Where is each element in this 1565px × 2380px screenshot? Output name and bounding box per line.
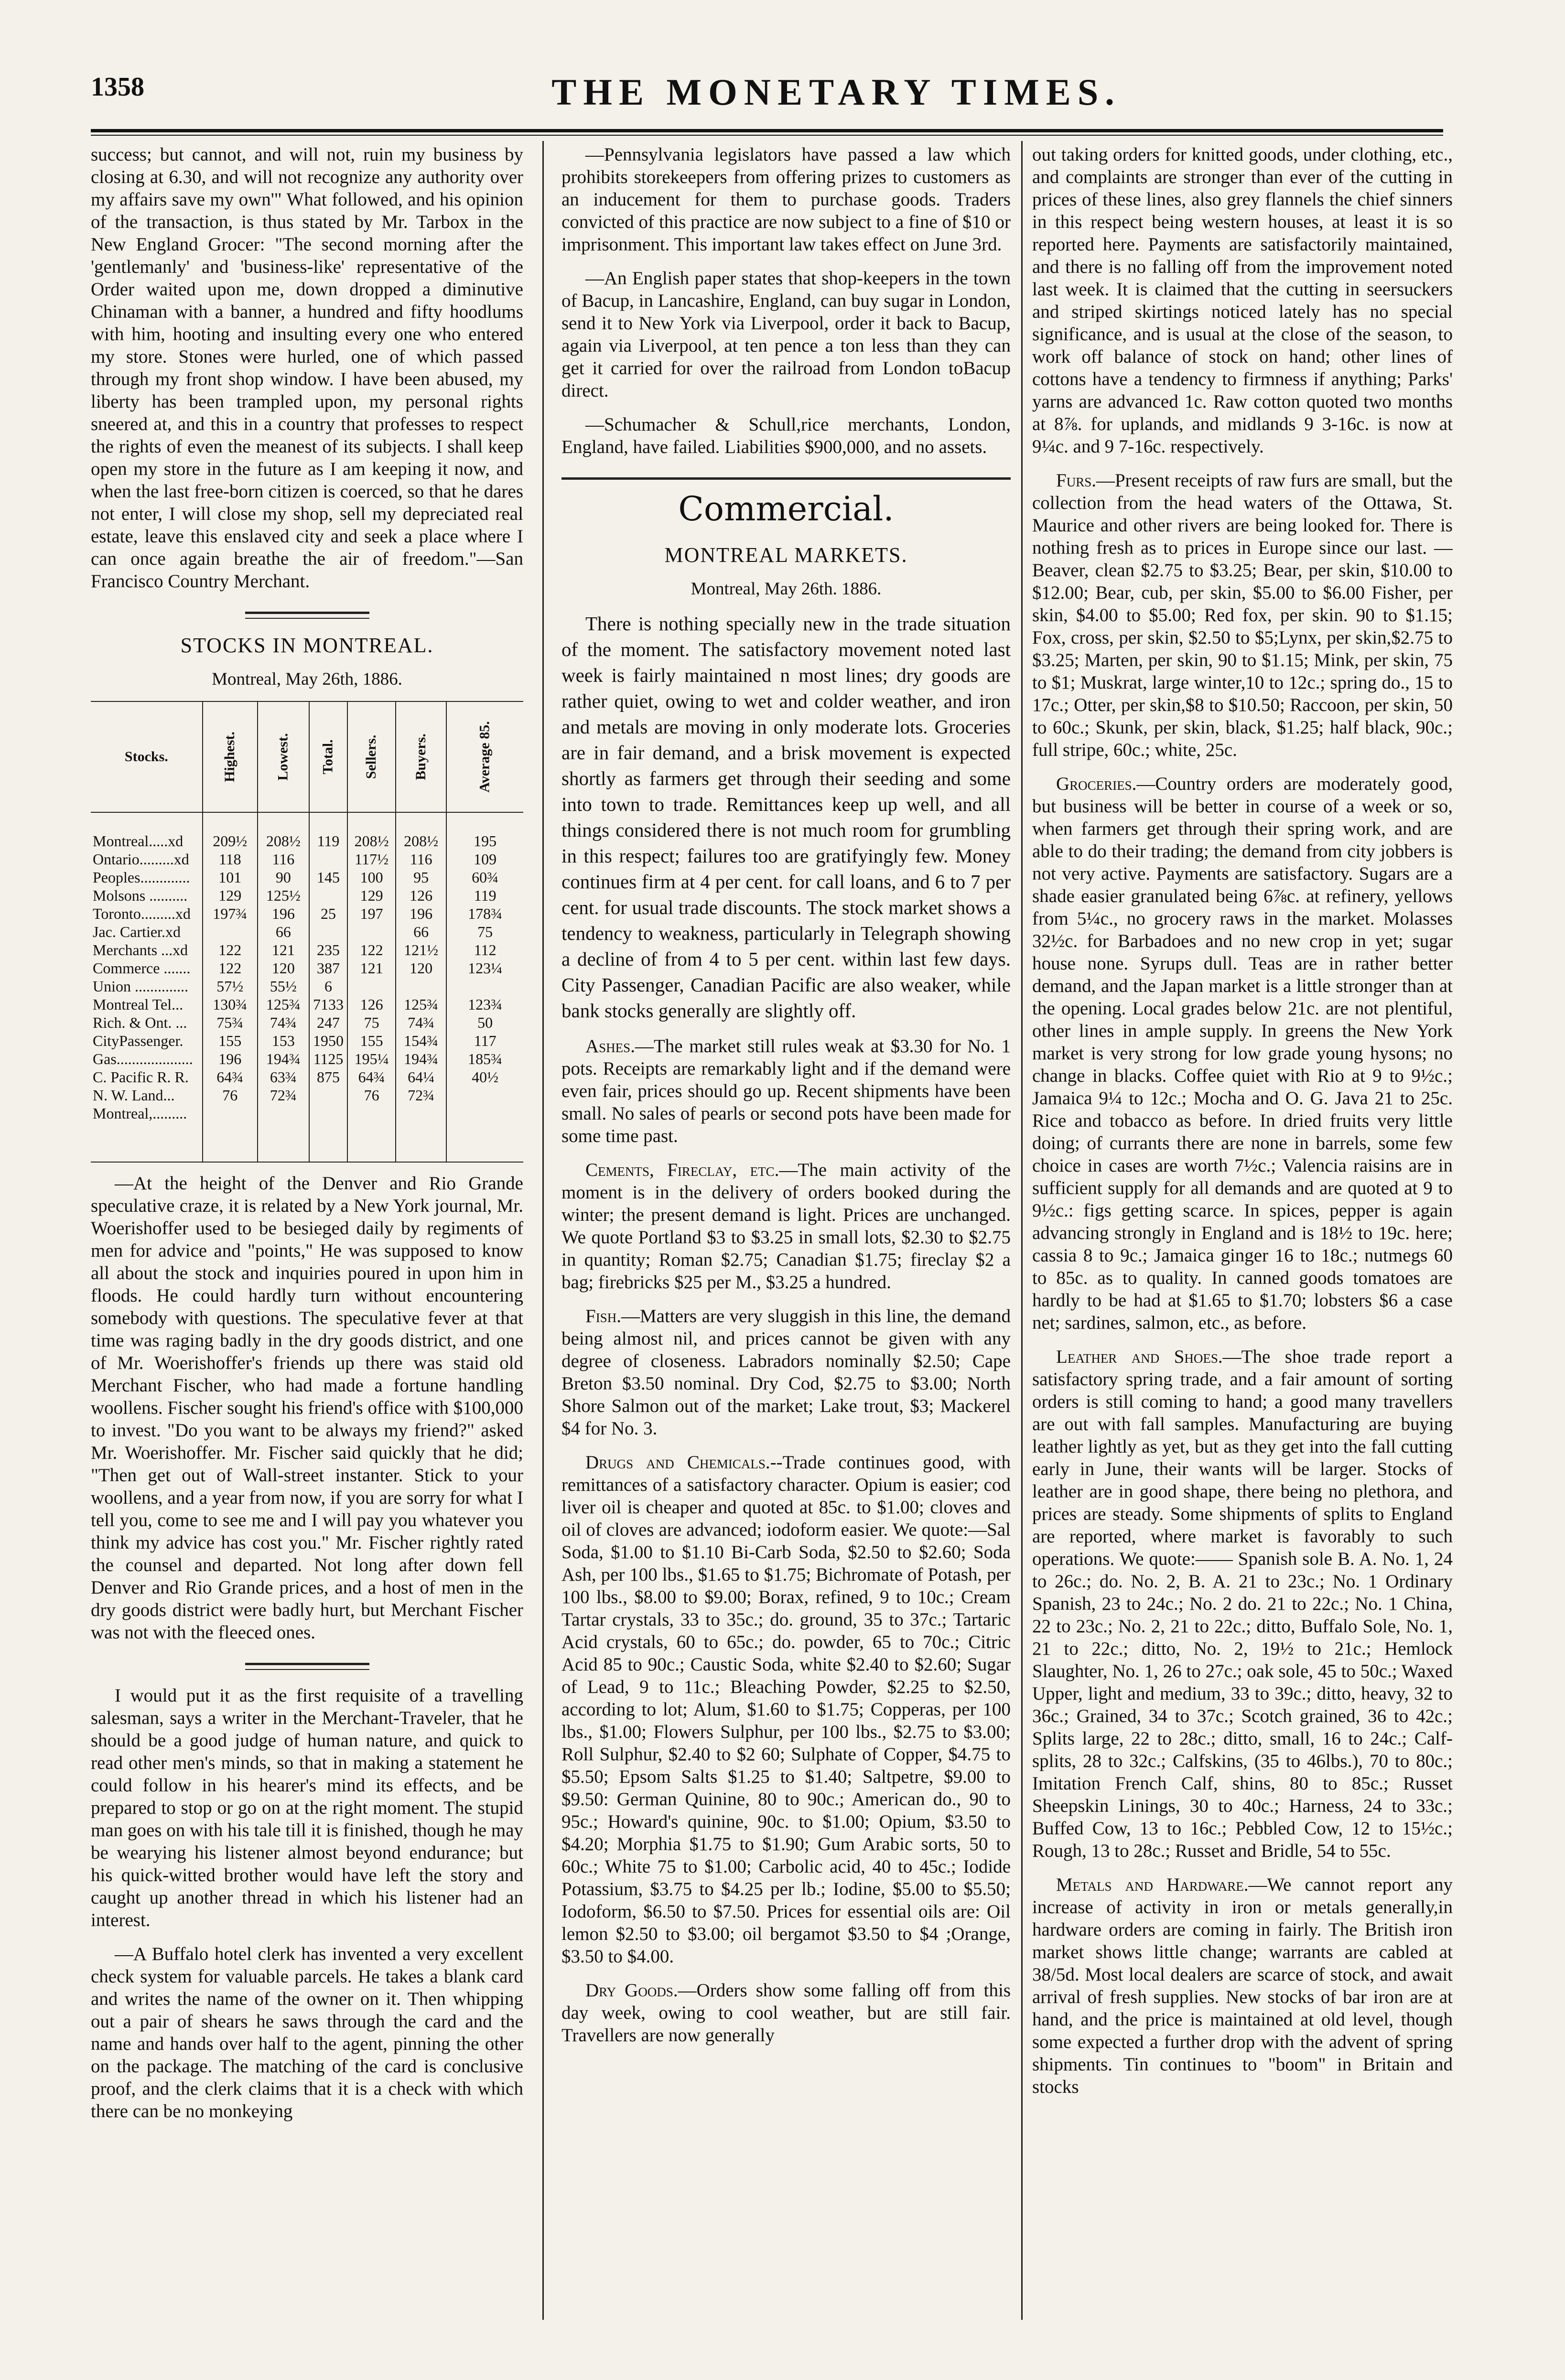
- table-row: [91, 941, 523, 959]
- masthead-title: THE MONETARY TIMES.: [551, 71, 1121, 113]
- column-divider: [542, 141, 544, 2320]
- table-row: [91, 868, 523, 886]
- stock-value-cell: 72¾: [396, 1086, 446, 1104]
- section-label: Leather and Shoes.: [1056, 1346, 1223, 1367]
- market-cements: Cements, Fireclay, etc.—The main activity of the moment is in the delivery of orders booked during the winter; the present demand is light. Prices are unchanged. We quote Portland $3 to $3.25 in small lots, $2.30 to $2.75 in quantity; Roman $2.75; Canadian $1.75; fireclay $2 a bag; firebricks $25 per M., $3.25 a hundred.: [561, 1160, 1011, 1292]
- stock-value-cell: 130¾: [203, 995, 258, 1013]
- stock-value-cell: 40½: [446, 1068, 523, 1086]
- stock-value-cell: 25: [309, 905, 347, 923]
- market-dry-goods: Dry Goods.—Orders show some falling off from this day week, owing to cool weather, but are still fair. Travellers are now generally: [561, 1980, 1011, 2046]
- stock-name-cell: Toronto.........xd: [93, 905, 191, 922]
- stocks-table: [91, 701, 523, 1163]
- stock-name-cell: Montreal Tel...: [93, 996, 183, 1013]
- stocks-dateline: Montreal, May 26th, 1886.: [212, 669, 402, 689]
- stock-value-cell: 185¾: [446, 1050, 523, 1068]
- table-row: [91, 1032, 523, 1050]
- stock-value-cell: 118: [203, 850, 258, 868]
- stock-name-cell: Jac. Cartier.xd: [93, 923, 181, 940]
- stock-value-cell: 64¼: [396, 1068, 446, 1086]
- markets-heading: MONTREAL MARKETS.: [664, 543, 908, 567]
- stock-value-cell: 64¾: [203, 1068, 258, 1086]
- stocks-table-body: [91, 812, 523, 1162]
- stock-value-cell: 196: [203, 1050, 258, 1068]
- stocks-spacer-cell: [446, 812, 523, 832]
- market-furs: Furs.—Present receipts of raw furs are small, but the collection from the head waters of the Ottawa, St. Maurice and other rivers are being looked for. There is nothing fresh as to prices in Europe since our last. —Beaver, clean $2.75 to $3.25; Bear, per skin, $10.00 to $12.00; Bear, cub, per skin, $5.00 to $6.00 Fisher, per skin, $4.00 to $5.00; Red fox, per skin. 90 to $1.15; Fox, cross, per skin, $2.50 to $5;Lynx, per skin,$2.75 to $3.25; Marten, per skin, 90 to $1.15; Mink, per skin, 75 to $1; Muskrat, large winter,10 to 12c.; spring do., 15 to 17c.; Otter, per skin,$8 to $10.50; Raccoon, per skin, 50 to 60c.; Skunk, per skin, black, $1.25; half black, 90c.; full stripe, 60c.; white, 25c.: [1032, 470, 1453, 760]
- stock-value-cell: 75¾: [203, 1013, 258, 1032]
- stock-value-cell: [446, 977, 523, 995]
- section-label: Furs.: [1056, 470, 1096, 491]
- stock-value-cell: 119: [446, 886, 523, 905]
- section-label: Dry Goods.: [585, 1980, 678, 2001]
- stock-value-cell: 60¾: [446, 868, 523, 886]
- stock-value-cell: 153: [258, 1032, 309, 1050]
- table-row: [91, 995, 523, 1013]
- stock-value-cell: 76: [347, 1086, 396, 1104]
- article-paragraph: —At the height of the Denver and Rio Grande speculative craze, it is related by a New York journal, Mr. Woerishoffer used to be besieged daily by regiments of men for advice and "points," He was supposed to know all about the stock and inquiries poured in upon him in floods. He could hardly turn without encountering somebody with questions. The speculative fever at that time was raging badly in the dry goods district, and one of Mr. Woerishoffer's friends up there was staid old Merchant Fischer, who had made a fortune handling woollens. Fischer sought his friend's office with $100,000 to invest. "Do you want to be always my friend?" asked Mr. Woerishoffer. Mr. Fischer said quickly that he did; "Then get out of Wall-street instanter. Stick to your woollens, and a year from now, if you are sorry for what I tell you, come to see me and I will pay you whatever you think my advice has cost you." Mr. Fischer rightly rated the counsel and departed. Not long after down fell Denver and Rio Grande prices, and a host of men in the dry goods district were badly hurt, but Merchant Fischer was not with the fleeced ones.: [91, 1173, 523, 1643]
- article-paragraph: success; but cannot, and will not, ruin my business by closing at 6.30, and will not recognize any authority over my affairs save my own'" What followed, and his opinion of the transaction, is thus stated by Mr. Tarbox in the New England Grocer: "The second morning after the 'gentlemanly' and 'business-like' representative of the Order waited upon me, down dropped a diminutive Chinaman with a banner, a hundred and fifty hoodlums with him, hooting and insulting every one who entered my store. Stones were hurled, one of which passed through my front shop window. I have been abused, my liberty has been trampled upon, my personal rights sneered at, and this in a country that professes to respect the rights of even the meanest of its subjects. I shall keep open my store in the future as I am keeping it now, and when the last free-born citizen is coerced, so that he dares not enter, I will close my shop, sell my depreciated real estate, leave this enslaved city and seek a place where I can once again breathe the air of freedom."—San Francisco Country Merchant.: [91, 144, 523, 592]
- stock-name-cell: N. W. Land...: [93, 1087, 175, 1104]
- stock-value-cell: [203, 1104, 258, 1162]
- table-row: [91, 850, 523, 868]
- table-row: [91, 1086, 523, 1104]
- stock-name-cell: Rich. & Ont. ...: [93, 1014, 187, 1031]
- stock-value-cell: 72¾: [258, 1086, 309, 1104]
- market-ashes: Ashes.—The market still rules weak at $3.30 for No. 1 pots. Receipts are remarkably light and if the demand were even fair, prices should go up. Recent shipments have been small. No sales of pearls or second pots have been made for some time past.: [561, 1036, 1011, 1146]
- stock-value-cell: 120: [258, 959, 309, 977]
- stock-value-cell: 101: [203, 868, 258, 886]
- commercial-heading: Commercial.: [678, 489, 894, 528]
- stocks-header-cell: Lowest.: [258, 701, 309, 812]
- stock-value-cell: 121: [347, 959, 396, 977]
- stock-value-cell: 125¾: [258, 995, 309, 1013]
- stocks-header-cell: Sellers.: [347, 701, 396, 812]
- stock-value-cell: 196: [396, 905, 446, 923]
- stock-value-cell: 63¾: [258, 1068, 309, 1086]
- stock-name-cell: Union ..............: [93, 978, 188, 995]
- section-label: Cements, Fireclay, etc.: [585, 1160, 779, 1180]
- section-rule-thin: [245, 1669, 369, 1670]
- stock-value-cell: 875: [309, 1068, 347, 1086]
- table-row: [91, 923, 523, 941]
- section-label: Fish.: [585, 1306, 621, 1326]
- stocks-spacer-cell: [309, 812, 347, 832]
- table-row: [91, 977, 523, 995]
- stock-value-cell: [347, 1104, 396, 1162]
- article-paragraph: —Pennsylvania legislators have passed a law which prohibits storekeepers from offering prizes to customers as an inducement for them to purchase goods. Traders convicted of this practice are now subject to a fine of $10 or imprisonment. This important law takes effect on June 3rd.: [561, 144, 1011, 255]
- stock-value-cell: [446, 1086, 523, 1104]
- stock-value-cell: 387: [309, 959, 347, 977]
- stock-name-cell: Ontario.........xd: [93, 851, 189, 868]
- section-rule: [245, 612, 369, 614]
- article-paragraph: —An English paper states that shop-keepers in the town of Bacup, in Lancashire, England, can buy sugar in London, send it to New York via Liverpool, order it back to Bacup, again via Liverpool, at ten pence a ton less than they can get it carried for over the railroad from London toBacup direct.: [561, 268, 1011, 401]
- stocks-spacer-cell: [91, 812, 203, 832]
- markets-dateline: Montreal, May 26th. 1886.: [691, 579, 882, 599]
- stock-value-cell: 6: [309, 977, 347, 995]
- section-label: Groceries.: [1056, 774, 1137, 794]
- market-drugs: Drugs and Chemicals.--Trade continues good, with remittances of a satisfactory character. Opium is easier; cod liver oil is cheaper and quoted at 85c. to $1.00; cloves and oil of cloves are advanced; iodoform easier. We quote:—Sal Soda, $1.00 to $1.10 Bi-Carb Soda, $2.50 to $2.60; Soda Ash, per 100 lbs., $1.65 to $1.75; Bichromate of Potash, per 100 lbs., $8.00 to $9.00; Borax, refined, 9 to 10c.; Cream Tartar crystals, 33 to 35c.; do. ground, 35 to 37c.; Tartaric Acid crystals, 60 to 65c.; do. powder, 65 to 70c.; Citric Acid 85 to 90c.; Caustic Soda, white $2.40 to $2.60; Sugar of Lead, 9 to 11c.; Bleaching Powder, $2.25 to $2.50, according to lot; Alum, $1.60 to $1.75; Copperas, per 100 lbs., $1.00; Flowers Sulphur, per 100 lbs., $2.75 to $3.00; Roll Sulphur, $2.40 to $2 60; Sulphate of Copper, $4.75 to $5.50; Epsom Salts $1.25 to $1.40; Saltpetre, $9.00 to $9.50: German Quinine, 80 to 90c.; American do., 90 to 95c.; Howard's quinine, 90c. to $1.00; Opium, $3.50 to $4.20; Morphia $1.75 to $1.90; Gum Arabic sorts, 50 to 60c.; White 75 to $1.00; Carbolic acid, 40 to 45c.; Iodide Potassium, $3.75 to $4.25 per lb.; Iodine, $5.00 to $5.50; Iodoform, $6.50 to $7.50. Prices for essential oils are: Oil lemon $2.50 to $3.00; oil bergamot $3.50 to $4 ;Orange, $3.50 to $4.00.: [561, 1452, 1011, 1967]
- stock-value-cell: 117: [446, 1032, 523, 1050]
- stock-name-cell: CityPassenger.: [93, 1032, 183, 1049]
- market-groceries: Groceries.—Country orders are moderately good, but business will be better in course of a week or so, when farmers get through their spring work, and are able to do their trading; the demand from city jobbers is not very active. Payments are satisfactory. Sugars are a shade easier granulated being 6⅞c. at refinery, yellows from 5¼c., no grocery raws in the market. Molasses 32½c. for Barbadoes and no new crop in yet; sugar house none. Syrups dull. Teas are in rather better demand, and the Japan market is a little stronger than at the opening. Local grades below 21c. are not plentiful, other lines in ample supply. In greens the New York market is very strong for low grade young hysons; no change in blacks. Coffee quiet with Rio at 9 to 9½c.; Jamaica 9¼ to 12c.; Mocha and O. G. Java 21 to 25c. Rice and tobacco as before. In dried fruits very little doing; of currants there are none in barrels, some few choice in cases are worth 7½c.; Valencia raisins are in sufficient supply for all demands and are quoted at 9 to 9½c.: figs getting scarce. In spices, pepper is again advancing strongly in England and is 18½ to 19c. here; cassia 8 to 9c.; Jamaica ginger 16 to 18c.; nutmegs 60 to 85c. as to quality. In canned goods tomatoes are hardly to be had at $1.65 to $1.70; lobsters $6 a case net; sardines, salmon, etc., as before.: [1032, 774, 1453, 1333]
- section-rule: [561, 477, 1011, 480]
- stock-name-cell: Montreal.....xd: [93, 832, 183, 850]
- section-label: Drugs and Chemicals.: [585, 1452, 770, 1473]
- stock-value-cell: 74¾: [258, 1013, 309, 1032]
- stock-value-cell: 121½: [396, 941, 446, 959]
- table-row: [91, 1104, 523, 1162]
- stock-name-cell: Merchants ...xd: [93, 941, 188, 958]
- stock-value-cell: 57½: [203, 977, 258, 995]
- stock-value-cell: [446, 1104, 523, 1162]
- stocks-spacer-cell: [347, 812, 396, 832]
- stock-value-cell: [396, 977, 446, 995]
- stock-value-cell: 208½: [396, 832, 446, 850]
- market-fish: Fish.—Matters are very sluggish in this line, the demand being almost nil, and prices cannot be given with any degree of closeness. Labradors nominally $2.50; Cape Breton $3.50 nominal. Dry Cod, $2.75 to $3.00; North Shore Salmon out of the market; Lake trout, $3; Mackerel $4 for No. 3.: [561, 1306, 1011, 1439]
- stock-value-cell: [309, 1104, 347, 1162]
- stock-value-cell: [309, 850, 347, 868]
- stock-value-cell: 55½: [258, 977, 309, 995]
- stocks-header-cell: Stocks.: [91, 701, 203, 812]
- stock-value-cell: 126: [396, 886, 446, 905]
- stock-value-cell: [258, 1104, 309, 1162]
- stock-value-cell: 145: [309, 868, 347, 886]
- stock-value-cell: 76: [203, 1086, 258, 1104]
- stock-name-cell: Peoples.............: [93, 869, 190, 886]
- stock-value-cell: 154¾: [396, 1032, 446, 1050]
- stock-value-cell: 66: [258, 923, 309, 941]
- stock-value-cell: 120: [396, 959, 446, 977]
- table-row: [91, 1068, 523, 1086]
- stock-value-cell: 126: [347, 995, 396, 1013]
- stock-value-cell: 155: [347, 1032, 396, 1050]
- stock-value-cell: 122: [347, 941, 396, 959]
- stock-name-cell: C. Pacific R. R.: [93, 1068, 189, 1086]
- stock-name-cell: Commerce .......: [93, 959, 191, 977]
- stock-value-cell: 247: [309, 1013, 347, 1032]
- table-row: [91, 886, 523, 905]
- article-paragraph: I would put it as the first requisite of a travelling salesman, says a writer in the Merchant-Traveler, that he should be a good judge of human nature, and quick to read other men's minds, so that in making a statement he could follow in his hearer's mind its effects, and be prepared to stop or go on at the right moment. The stupid man goes on with his tale till it is finished, though he may be wearying his listener almost beyond endurance; but his quick-witted brother would have left the story and caught up another thread in which his listener had an interest.: [91, 1685, 523, 1930]
- stock-value-cell: [309, 923, 347, 941]
- stock-value-cell: 194¾: [396, 1050, 446, 1068]
- column-1: [91, 143, 523, 2322]
- section-label: Ashes.: [585, 1036, 635, 1056]
- stock-value-cell: [309, 1086, 347, 1104]
- table-row: [91, 1013, 523, 1032]
- stock-value-cell: 129: [203, 886, 258, 905]
- article-paragraph: —Schumacher & Schull,rice merchants, London, England, have failed. Liabilities $900,000, and no assets.: [561, 414, 1011, 457]
- stock-value-cell: 125¾: [396, 995, 446, 1013]
- stock-name-cell: Gas....................: [93, 1050, 193, 1067]
- market-leather: Leather and Shoes.—The shoe trade report a satisfactory spring trade, and a fair amount of sorting orders is still coming to hand; a good many travellers are out with fall samples. Manufacturing are buying leather lightly as yet, but as they get into the fall cutting early in June, their wants will be larger. Stocks of leather are in good shape, there being no plethora, and prices are steady. Some shipments of splits to England are reported, where market is favorably to such operations. We quote:—— Spanish sole B. A. No. 1, 24 to 26c.; do. No. 2, B. A. 21 to 23c.; No. 1 Ordinary Spanish, 23 to 24c.; No. 2 do. 21 to 22c.; No. 1 China, 22 to 23c.; No. 2, 21 to 22c.; ditto, Buffalo Sole, No. 1, 21 to 22c.; ditto, No. 2, 19½ to 21c.; Hemlock Slaughter, No. 1, 26 to 27c.; oak sole, 45 to 50c.; Waxed Upper, light and medium, 33 to 39c.; ditto, heavy, 32 to 36c.; Grained, 34 to 37c.; Scotch grained, 36 to 42c.; Splits large, 22 to 28c.; ditto, small, 16 to 24c.; Calf-splits, 28 to 32c.; Calfskins, (35 to 46lbs.), 70 to 80c.; Imitation French Calf, shins, 80 to 85c.; Russet Sheepskin Linings, 30 to 40c.; Harness, 24 to 33c.; Buffed Cow, 13 to 16c.; Pebbled Cow, 12 to 15½c.; Rough, 13 to 28c.; Russet and Bridle, 54 to 55c.: [1032, 1346, 1453, 1861]
- stock-value-cell: 100: [347, 868, 396, 886]
- stocks-header-cell: Average 85.: [446, 701, 523, 812]
- table-row: [91, 905, 523, 923]
- stocks-heading: STOCKS IN MONTREAL.: [180, 634, 434, 657]
- stock-value-cell: 197: [347, 905, 396, 923]
- stock-value-cell: 1950: [309, 1032, 347, 1050]
- stock-value-cell: 7133: [309, 995, 347, 1013]
- stock-value-cell: 195: [446, 832, 523, 850]
- stock-value-cell: 122: [203, 941, 258, 959]
- stock-value-cell: 95: [396, 868, 446, 886]
- stock-value-cell: 178¾: [446, 905, 523, 923]
- column-3: [1032, 143, 1453, 2322]
- section-rule-thin: [245, 618, 369, 619]
- article-paragraph: out taking orders for knitted goods, under clothing, etc., and complaints are stronger than ever of the cutting in prices of these lines, also grey flannels the chief sinners in this respect being western houses, at least it is so reported here. Payments are satisfactorily maintained, and there is no falling off from the improvement noted last week. It is claimed that the cutting in seersuckers and striped skirtings noticed lately has no special significance, and is usual at the close of the season, to work off balance of stock on hand; other lines of cottons have a tendency to firmness if anything; Parks' yarns are advanced 1c. Raw cotton quoted two months at 8⅞. for uplands, and midlands 9 3-16c. is now at 9¼c. and 9 7-16c. respectively.: [1032, 144, 1453, 457]
- header-rule: [91, 129, 1443, 132]
- stock-value-cell: 123¾: [446, 995, 523, 1013]
- stock-value-cell: [396, 1104, 446, 1162]
- stock-value-cell: 155: [203, 1032, 258, 1050]
- stocks-spacer-row: [91, 812, 523, 832]
- stocks-header-cell: Highest.: [203, 701, 258, 812]
- stock-value-cell: 116: [396, 850, 446, 868]
- market-metals: Metals and Hardware.—We cannot report any increase of activity in iron or metals generally,in hardware orders are coming in fairly. The British iron market shows little change; warrants are cabled at 38/5d. Most local dealers are scarce of stock, and await arrival of fresh supplies. New stocks of bar iron are at hand, and the price is maintained at old level, though some expected a further drop with the advent of spring shipments. Tin continues to "boom" in Britain and stocks: [1032, 1874, 1453, 2097]
- column-2: [561, 143, 1011, 2322]
- stock-value-cell: 196: [258, 905, 309, 923]
- stock-value-cell: 109: [446, 850, 523, 868]
- stock-value-cell: 66: [396, 923, 446, 941]
- stocks-header-row: [91, 701, 523, 812]
- table-row: [91, 832, 523, 850]
- article-paragraph: There is nothing specially new in the trade situation of the moment. The satisfactory movement noted last week is fairly maintained n most lines; dry goods are rather quiet, owing to wet and colder weather, and iron and metals are moving in only moderate lots. Groceries are in fair demand, and a brisk movement is expected shortly as farmers get through their seeding and some into town to trade. Remittances keep up well, and all things considered there is not much room for grumbling in this respect; failures too are gratifyingly few. Money continues firm at 4 per cent. for call loans, and 6 to 7 per cent. for usual trade discounts. The stock market shows a tendency to weakness, particularly in Telegraph showing a decline of from 4 to 5 per cent. within last few days. City Passenger, Canadian Pacific are also weaker, while bank stocks generally are slightly off.: [561, 613, 1011, 1022]
- stock-value-cell: 122: [203, 959, 258, 977]
- page-number: 1358: [91, 72, 144, 102]
- stocks-header-cell: Total.: [309, 701, 347, 812]
- stock-value-cell: 117½: [347, 850, 396, 868]
- stock-value-cell: 119: [309, 832, 347, 850]
- table-row: [91, 959, 523, 977]
- stock-value-cell: 208½: [258, 832, 309, 850]
- stock-value-cell: 194¾: [258, 1050, 309, 1068]
- stock-name-cell: Montreal,.........: [91, 1104, 203, 1162]
- stock-name-cell: Molsons ..........: [93, 887, 188, 904]
- stock-value-cell: 195¼: [347, 1050, 396, 1068]
- stock-value-cell: 123¼: [446, 959, 523, 977]
- stocks-header-cell: Buyers.: [396, 701, 446, 812]
- stock-value-cell: 209½: [203, 832, 258, 850]
- stock-value-cell: 112: [446, 941, 523, 959]
- stock-value-cell: 235: [309, 941, 347, 959]
- column-divider: [1021, 141, 1023, 2320]
- stocks-spacer-cell: [396, 812, 446, 832]
- stock-value-cell: 125½: [258, 886, 309, 905]
- stock-value-cell: 1125: [309, 1050, 347, 1068]
- stock-value-cell: 116: [258, 850, 309, 868]
- stocks-spacer-cell: [203, 812, 258, 832]
- table-row: [91, 1050, 523, 1068]
- stock-value-cell: 50: [446, 1013, 523, 1032]
- section-rule: [245, 1663, 369, 1665]
- stock-value-cell: 74¾: [396, 1013, 446, 1032]
- header-rule-thin: [91, 135, 1443, 136]
- stock-value-cell: [347, 923, 396, 941]
- article-paragraph: —A Buffalo hotel clerk has invented a very excellent check system for valuable parcels. He takes a blank card and writes the name of the owner on it. Then whipping out a pair of shears he saws through the card and the name and hands over half to the agent, pinning the other on the package. The matching of the card is conclusive proof, and the clerk claims that it is a check with which there can be no monkeying: [91, 1944, 523, 2122]
- stock-value-cell: 208½: [347, 832, 396, 850]
- stock-value-cell: 129: [347, 886, 396, 905]
- stock-value-cell: 90: [258, 868, 309, 886]
- stock-value-cell: [309, 886, 347, 905]
- stock-value-cell: 75: [446, 923, 523, 941]
- section-label: Metals and Hardware.: [1056, 1874, 1249, 1895]
- stock-value-cell: 121: [258, 941, 309, 959]
- stock-value-cell: 64¾: [347, 1068, 396, 1086]
- stock-value-cell: [203, 923, 258, 941]
- stock-value-cell: 197¾: [203, 905, 258, 923]
- stocks-spacer-cell: [258, 812, 309, 832]
- stock-value-cell: 75: [347, 1013, 396, 1032]
- stock-value-cell: [347, 977, 396, 995]
